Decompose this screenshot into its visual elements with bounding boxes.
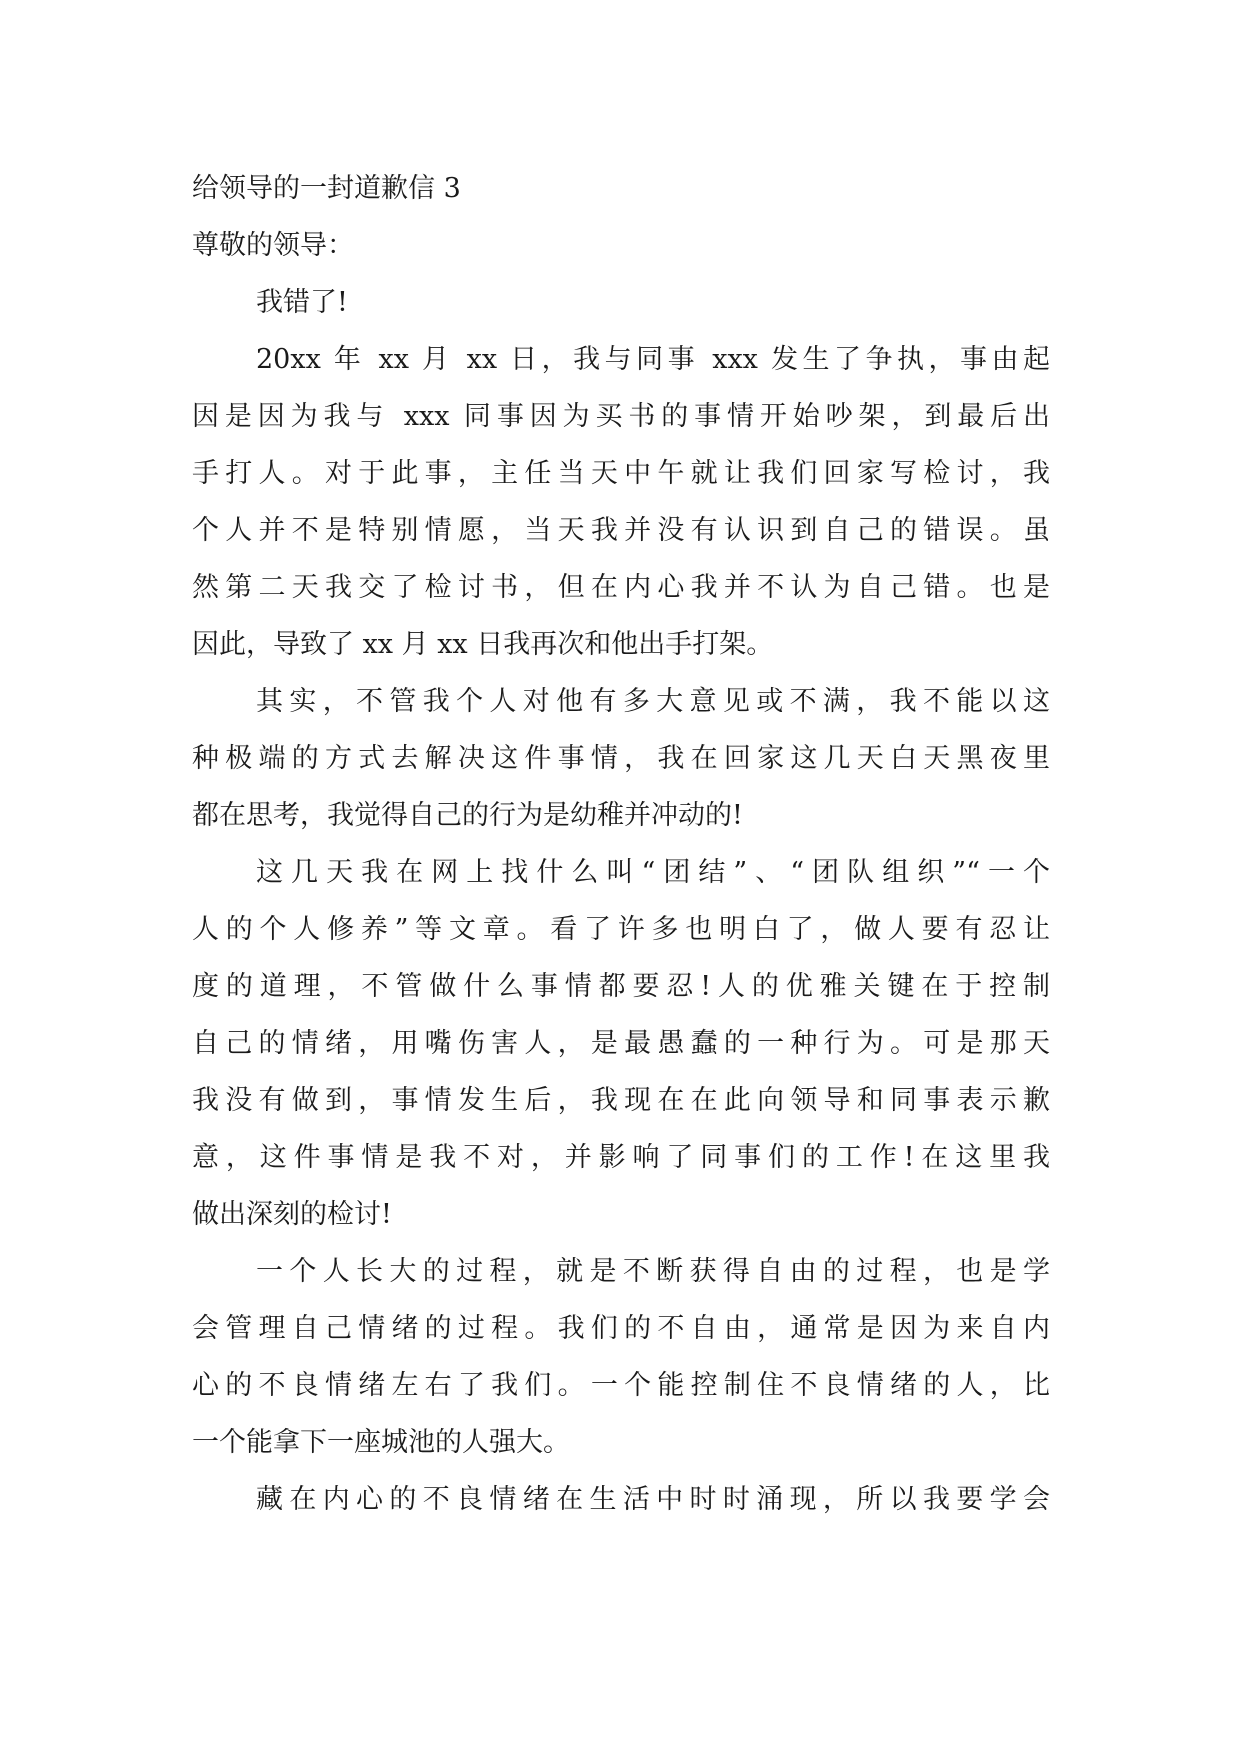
paragraph-line: 个人并不是特别情愿，当天我并没有认识到自己的错误。虽 [192,515,1050,546]
paragraph-line: 因此，导致了 xx 月 xx 日我再次和他出手打架。 [192,629,774,660]
paragraph-line: 这几天我在网上找什么叫“团结”、“团队组织”“一个 [256,857,1050,888]
paragraph-line: 手打人。对于此事，主任当天中午就让我们回家写检讨，我 [192,458,1050,489]
paragraph-line: 因是因为我与 xxx 同事因为买书的事情开始吵架，到最后出 [192,401,1050,432]
paragraph-line: 20xx 年 xx 月 xx 日，我与同事 xxx 发生了争执，事由起 [256,344,1050,375]
paragraph-line: 其实，不管我个人对他有多大意见或不满，我不能以这 [256,686,1050,717]
document-page [192,160,1050,1528]
paragraph-line: 都在思考，我觉得自己的行为是幼稚并冲动的! [192,800,743,831]
paragraph-line: 一个人长大的过程，就是不断获得自由的过程，也是学 [256,1256,1050,1287]
paragraph-line: 藏在内心的不良情绪在生活中时时涌现，所以我要学会 [256,1484,1050,1515]
paragraph-line: 心的不良情绪左右了我们。一个能控制住不良情绪的人，比 [192,1370,1050,1401]
paragraph-line: 种极端的方式去解决这件事情，我在回家这几天白天黑夜里 [192,743,1050,774]
paragraph-line: 度的道理，不管做什么事情都要忍!人的优雅关键在于控制 [192,971,1050,1002]
paragraph-line: 我没有做到，事情发生后，我现在在此向领导和同事表示歉 [192,1085,1050,1116]
paragraph-line: 意，这件事情是我不对，并影响了同事们的工作!在这里我 [192,1142,1050,1173]
paragraph-line: 会管理自己情绪的过程。我们的不自由，通常是因为来自内 [192,1313,1050,1344]
paragraph-line: 我错了! [256,287,348,318]
paragraph-line: 自己的情绪，用嘴伤害人，是最愚蠢的一种行为。可是那天 [192,1028,1050,1059]
paragraph-line: 一个能拿下一座城池的人强大。 [192,1427,570,1458]
paragraph-line: 做出深刻的检讨! [192,1199,392,1230]
document-title: 给领导的一封道歉信 3 [192,173,461,204]
paragraph-line: 然第二天我交了检讨书，但在内心我并不认为自己错。也是 [192,572,1050,603]
salutation: 尊敬的领导： [192,230,354,261]
paragraph-line: 人的个人修养”等文章。看了许多也明白了，做人要有忍让 [192,914,1050,945]
